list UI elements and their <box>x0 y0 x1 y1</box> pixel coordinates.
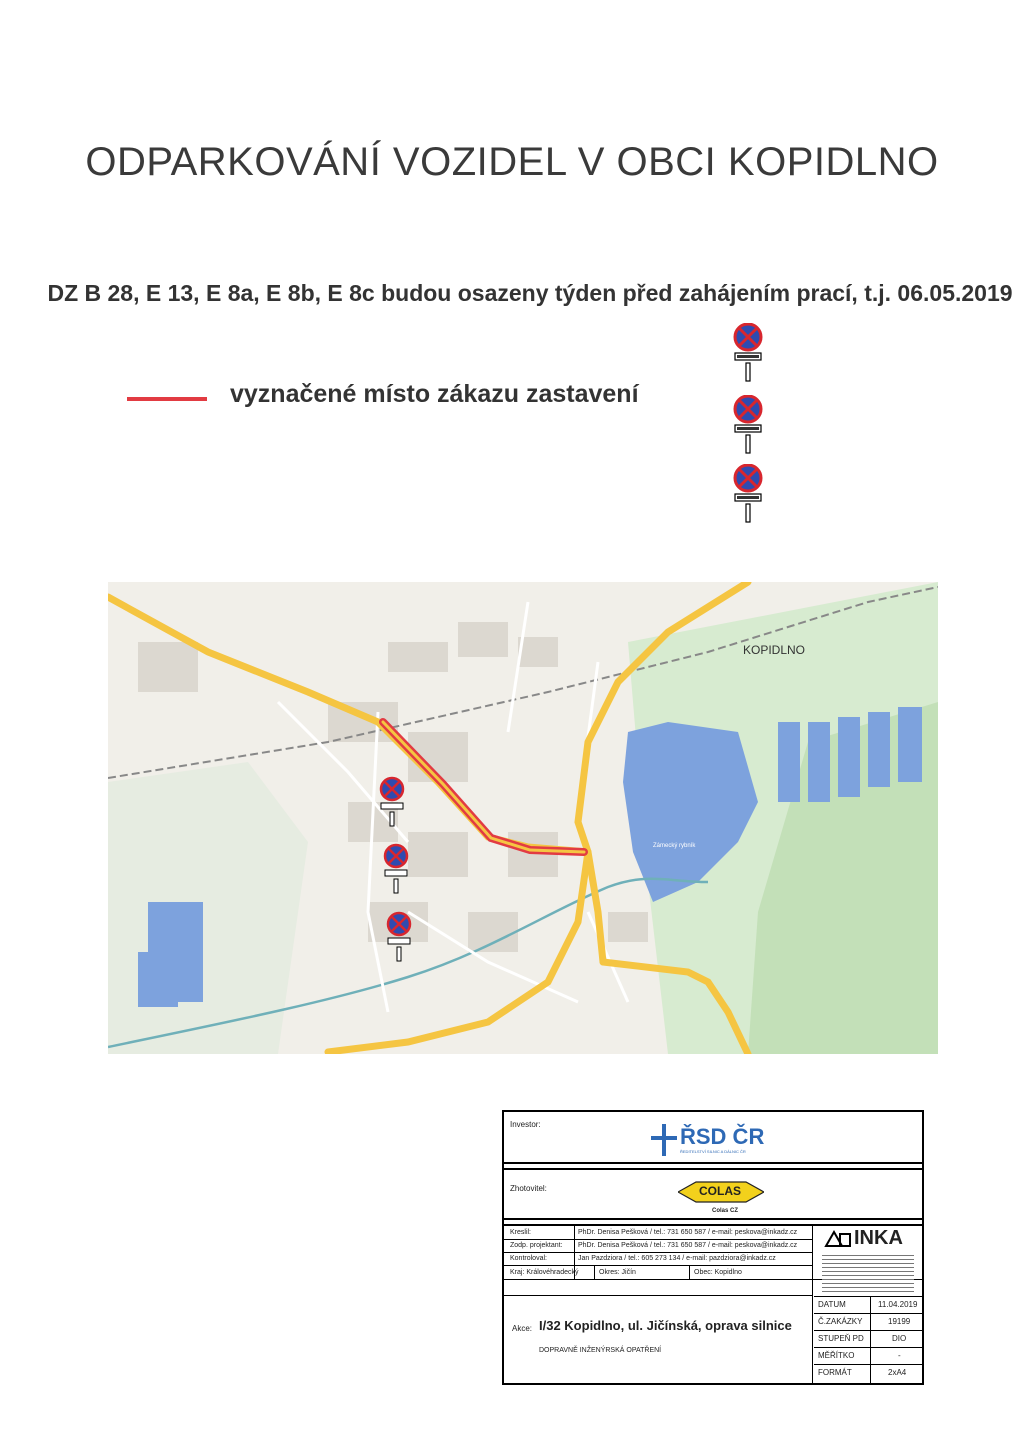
no-stopping-sign-icon <box>733 395 763 455</box>
pond <box>868 712 890 787</box>
contractor-box <box>504 1168 922 1220</box>
contractor-label: Zhotovitel: <box>510 1184 547 1193</box>
staff-person: PhDr. Denisa Pešková / tel.: 731 650 587 / e-mail: peskova@inkadz.cz <box>578 1242 798 1249</box>
meta-key: FORMÁT <box>818 1368 852 1377</box>
akce-label: Akce: <box>512 1324 533 1333</box>
meta-row <box>814 1364 922 1381</box>
page-title: ODPARKOVÁNÍ VOZIDEL V OBCI KOPIDLNO <box>85 140 939 184</box>
title-block <box>502 1110 924 1385</box>
contractor-logo: COLAS <box>699 1184 741 1198</box>
staff-person: PhDr. Denisa Pešková / tel.: 731 650 587 / e-mail: peskova@inkadz.cz <box>578 1229 798 1236</box>
page-subtitle: DZ B 28, E 13, E 8a, E 8b, E 8c budou osazeny týden před zahájením prací, t.j. 06.05.2019 <box>47 280 1013 306</box>
meta-value: - <box>898 1351 901 1360</box>
investor-box <box>504 1112 922 1164</box>
investor-label: Investor: <box>510 1120 541 1129</box>
meta-row <box>814 1347 922 1364</box>
pond <box>898 707 922 782</box>
region-okres: Okres: Jičín <box>599 1269 636 1276</box>
meta-value: 2xA4 <box>888 1368 907 1377</box>
firm-logo: INKA <box>854 1227 903 1249</box>
town-label: KOPIDLNO <box>743 643 806 657</box>
rsd-logo-icon <box>649 1124 679 1156</box>
meta-key: Č.ZAKÁZKY <box>818 1317 863 1326</box>
akce-value: I/32 Kopidlno, ul. Jičínská, oprava silnice <box>539 1318 792 1333</box>
staff-person: Jan Pazdziora / tel.: 605 273 134 / e-mail: pazdziora@inkadz.cz <box>578 1255 776 1262</box>
meta-key: DATUM <box>818 1300 846 1309</box>
legend-label: vyznačené místo zákazu zastavení <box>230 380 639 408</box>
firm-contact-block <box>822 1252 914 1292</box>
map[interactable] <box>108 582 938 1054</box>
region-obec: Obec: Kopidlno <box>694 1269 742 1276</box>
investor-logo-sub: ŘEDITELSTVÍ SILNIC A DÁLNIC ČR <box>680 1149 746 1154</box>
meta-row <box>814 1330 922 1347</box>
contractor-logo-sub: Colas CZ <box>712 1208 739 1214</box>
staff-role: Kreslil: <box>510 1229 532 1236</box>
pond <box>838 717 860 797</box>
meta-value: 11.04.2019 <box>878 1300 918 1309</box>
doc-type: DOPRAVNĚ INŽENÝRSKÁ OPATŘENÍ <box>539 1347 662 1354</box>
meta-row <box>814 1313 922 1330</box>
meta-value: 19199 <box>888 1317 911 1326</box>
no-stopping-sign-icon <box>733 323 763 383</box>
inka-logo-icon <box>824 1230 852 1248</box>
meta-key: STUPEŇ PD <box>818 1334 864 1343</box>
region-kraj: Kraj: Královéhradecký <box>510 1269 579 1276</box>
pond <box>778 722 800 802</box>
meta-row <box>814 1296 922 1313</box>
pond-label: Zámecký rybník <box>653 843 696 849</box>
no-stopping-sign-icon <box>733 464 763 524</box>
pond <box>808 722 830 802</box>
staff-role: Kontroloval: <box>510 1255 547 1262</box>
meta-key: MĚŘÍTKO <box>818 1351 855 1360</box>
investor-logo: ŘSD ČR <box>680 1124 765 1149</box>
pond <box>138 952 178 1007</box>
meta-value: DIO <box>892 1334 907 1343</box>
staff-role: Zodp. projektant: <box>510 1242 563 1249</box>
legend-restriction-line <box>127 397 207 401</box>
